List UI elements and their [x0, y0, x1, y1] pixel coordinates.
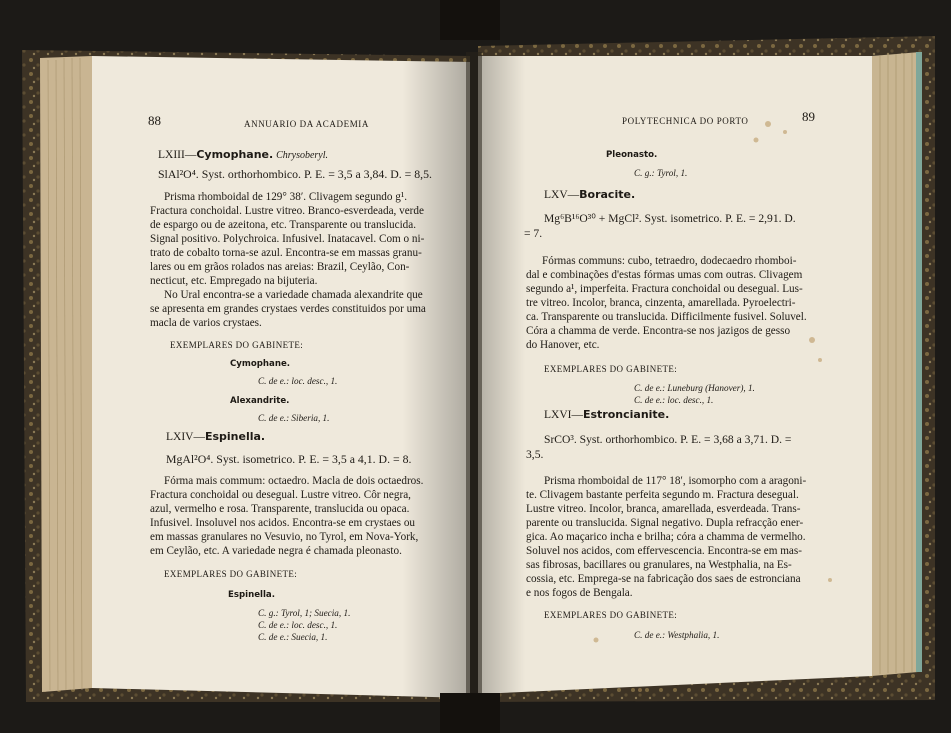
- section-heading-lxvi: [544, 408, 669, 422]
- mineral-synonym: Chrysoberyl.: [276, 150, 329, 161]
- specimen-name: Pleonasto.: [606, 150, 658, 160]
- running-head: ANNUARIO DA ACADEMIA: [244, 119, 370, 129]
- paragraph-line: Fórmas communs: cubo, tetraedro, dodecaedro rhomboi-: [542, 255, 797, 267]
- paragraph-line: cossia, etc. Emprega-se na fabricação dos saes de estronciana: [526, 573, 801, 585]
- exemplares-label: EXEMPLARES DO GABINETE:: [170, 340, 304, 350]
- specimen-entry: C. g.: Tyrol, 1; Suecia, 1.: [258, 608, 351, 618]
- paragraph-line: Soluvel nos acidos, com effervescencia. Encontra-se em mas-: [526, 545, 802, 557]
- section-number: LXIV—: [166, 431, 205, 443]
- paragraph-line: Fractura conchoidal. Lustre vitreo. Branco-esverdeada, verde: [150, 205, 424, 217]
- section-heading-lxv: [544, 188, 635, 202]
- specimen-entry: C. de e.: Westphalia, 1.: [634, 630, 720, 640]
- paragraph-line: gica. Ao maçarico incha e brilha; córa a chamma de vermelho.: [526, 531, 806, 543]
- specimen-entry: C. de e.: loc. desc., 1.: [258, 620, 338, 630]
- paragraph-line: Prisma rhomboidal de 129° 38′. Clivagem segundo g¹.: [164, 191, 408, 203]
- specimen-entry: C. de e.: Suecia, 1.: [258, 632, 328, 642]
- paragraph-line: No Ural encontra-se a variedade chamada alexandrite que: [164, 289, 423, 301]
- paragraph-line: em massas granulares no Vesuvio, no Tyrol, em Nova-York,: [150, 531, 419, 543]
- mineral-name: Estroncianite.: [582, 408, 670, 421]
- paragraph-line: Lustre vitreo. Incolor, branca, amarellada, esverdeada. Trans-: [526, 503, 801, 515]
- paragraph-line: em Ceylão, etc. A variedade negra é chamada pleonasto.: [150, 545, 402, 557]
- specimen-name: Espinella.: [228, 590, 275, 600]
- paragraph-line: tre vitreo. Incolor, branca, cinzenta, amarellada. Pyroelectri-: [526, 297, 796, 309]
- paragraph-line: Córa a chamma de verde. Encontra-se nos jazigos de gesso: [526, 325, 791, 337]
- paragraph-line: dal e combinações d'estas fórmas umas com outras. Clivagem: [526, 269, 803, 281]
- paragraph-line: Fractura conchoidal ou desegual. Lustre vitreo. Côr negra,: [150, 489, 411, 501]
- paragraph-line: sas fibrosas, bacillares ou granulares, na Westphalia, na Es-: [526, 559, 792, 571]
- mineral-name: Boracite.: [579, 188, 636, 201]
- section-number: LXIII—: [158, 149, 197, 161]
- paragraph-line: azul, vermelho e rosa. Transparente, translucida ou opaca.: [150, 503, 410, 515]
- formula-line: Mg⁶B¹⁶O³⁰ + MgCl². Syst. isometrico. P. E. = 2,91. D.: [544, 212, 796, 225]
- paragraph-line: Prisma rhomboidal de 117° 18′, isomorpho com a aragoni-: [544, 475, 807, 487]
- section-heading-lxiv: [166, 430, 265, 444]
- running-head: POLYTECHNICA DO PORTO: [622, 116, 749, 126]
- page-number: 88: [148, 113, 161, 128]
- paragraph-line: trato de cobalto torna-se azul. Encontra-se em massas granu-: [150, 247, 422, 259]
- paragraph-line: lares ou em grãos rolados nas areias: Brazil, Ceylão, Con-: [150, 261, 410, 273]
- specimen-name: Cymophane.: [230, 359, 291, 369]
- formula-line: 3,5.: [526, 448, 544, 461]
- page-number: 89: [802, 109, 815, 124]
- section-number: LXVI—: [544, 409, 583, 421]
- paragraph-line: Infusivel. Insoluvel nos acidos. Encontra-se em crystaes ou: [150, 517, 416, 529]
- mineral-name: Cymophane.: [196, 148, 274, 161]
- mineral-name: Espinella.: [204, 430, 266, 443]
- paragraph-line: Signal positivo. Polychroica. Infusivel. Inatacavel. Com o ni-: [150, 233, 425, 245]
- paragraph-line: te. Clivagem bastante perfeita segundo m. Fractura desegual.: [526, 489, 799, 501]
- paragraph-line: se apresenta em grandes crystaes verdes constituidos por uma: [150, 303, 426, 315]
- exemplares-label: EXEMPLARES DO GABINETE:: [544, 364, 678, 374]
- specimen-entry: C. g.: Tyrol, 1.: [634, 168, 688, 178]
- formula-line: SlAl²O⁴. Syst. orthorhombico. P. E. = 3,5 a 3,84. D. = 8,5.: [158, 167, 432, 181]
- paragraph-line: macla de varios crystaes.: [150, 317, 262, 329]
- exemplares-label: EXEMPLARES DO GABINETE:: [544, 610, 678, 620]
- paragraph-line: do Hanover, etc.: [526, 339, 600, 351]
- paragraph-line: segundo a¹, imperfeita. Fractura conchoidal ou desegual. Lus-: [526, 283, 803, 295]
- specimen-name: Alexandrite.: [230, 396, 290, 406]
- paragraph-line: ca. Transparente ou translucida. Difficilmente fusivel. Soluvel.: [526, 311, 807, 323]
- right-page: [484, 72, 874, 672]
- specimen-entry: C. de e.: Siberia, 1.: [258, 413, 330, 423]
- specimen-entry: C. de e.: loc. desc., 1.: [634, 395, 714, 405]
- paragraph-line: e nos fogos de Bengala.: [526, 587, 633, 599]
- formula-line: MgAl²O⁴. Syst. isometrico. P. E. = 3,5 a 4,1. D. = 8.: [166, 452, 412, 466]
- specimen-entry: C. de e.: Luneburg (Hanover), 1.: [634, 383, 755, 393]
- specimen-entry: C. de e.: loc. desc., 1.: [258, 376, 338, 386]
- section-heading-lxiii: [158, 148, 328, 163]
- exemplares-label: EXEMPLARES DO GABINETE:: [164, 569, 298, 579]
- paragraph-line: parente ou translucida. Signal negativo. Dupla refracção ener-: [526, 517, 804, 529]
- paragraph-line: Fórma mais commum: octaedro. Macla de dois octaedros.: [164, 475, 424, 487]
- section-number: LXV—: [544, 189, 580, 201]
- formula-line: SrCO³. Syst. orthorhombico. P. E. = 3,68 a 3,71. D. =: [544, 433, 792, 446]
- paragraph-line: necticut, etc. Empregado na bijuteria.: [150, 275, 318, 287]
- left-page: [92, 72, 470, 682]
- formula-line: = 7.: [524, 227, 543, 240]
- paragraph-line: de espargo ou de azeitona, etc. Transparente ou translucida.: [150, 219, 417, 231]
